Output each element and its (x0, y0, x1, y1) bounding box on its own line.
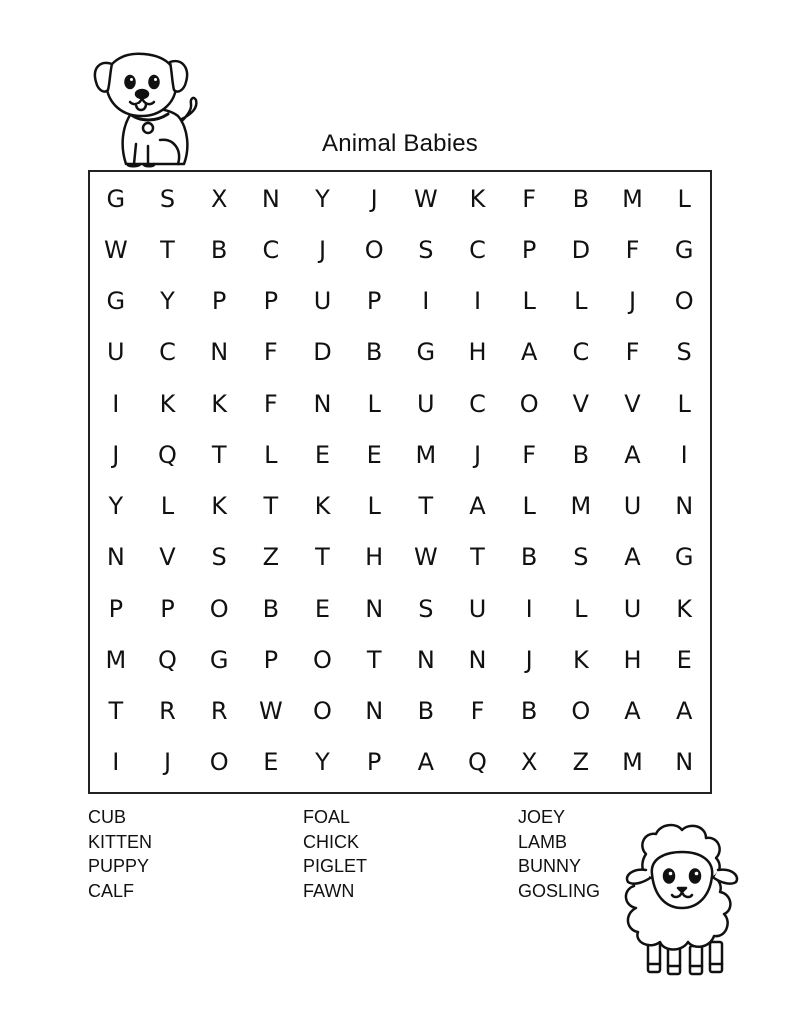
grid-cell[interactable]: K (469, 184, 486, 213)
grid-cell[interactable]: V (572, 389, 590, 418)
grid-cell[interactable]: G (674, 543, 694, 572)
grid-cell[interactable]: N (675, 748, 694, 777)
grid-cell[interactable]: M (570, 492, 592, 521)
grid-cell[interactable]: M (622, 184, 643, 213)
grid-cell[interactable]: X (210, 184, 228, 213)
grid-cell[interactable]: J (318, 235, 327, 264)
grid-cell[interactable]: B (572, 184, 590, 213)
grid-cell[interactable]: W (258, 697, 283, 726)
grid-cell[interactable]: A (417, 748, 435, 777)
grid-cell[interactable]: H (623, 645, 642, 674)
grid-cell[interactable]: O (674, 287, 694, 316)
grid-cell[interactable]: N (468, 645, 487, 674)
grid-cell[interactable]: L (367, 389, 381, 418)
grid-cell[interactable]: I (112, 748, 120, 777)
grid-cell[interactable]: N (416, 645, 435, 674)
grid-cell[interactable]: O (364, 235, 384, 264)
grid-cell[interactable]: S (418, 594, 434, 623)
grid-cell[interactable]: M (105, 645, 127, 674)
word-list-column-3 (518, 805, 600, 903)
grid-cell[interactable]: U (623, 492, 642, 521)
grid-cell[interactable]: P (366, 748, 382, 777)
grid-cell[interactable]: B (417, 697, 435, 726)
grid-cell[interactable]: J (525, 645, 533, 674)
grid-cell[interactable]: I (473, 287, 482, 316)
grid-cell[interactable]: A (675, 697, 693, 726)
grid-cell[interactable]: D (313, 338, 332, 367)
grid-cell[interactable]: L (160, 492, 175, 521)
grid-cell[interactable]: J (473, 440, 482, 469)
grid-cell[interactable]: T (418, 492, 434, 521)
grid-cell[interactable]: O (313, 645, 332, 674)
grid-cell[interactable]: B (520, 697, 538, 726)
grid-cell[interactable]: C (159, 338, 176, 367)
lamb-icon (606, 818, 756, 983)
page-title: Animal Babies (321, 130, 478, 157)
grid-cell[interactable]: F (625, 338, 640, 367)
grid-cell[interactable]: P (263, 645, 279, 674)
grid-cell[interactable]: L (677, 389, 691, 418)
grid-cell[interactable]: I (680, 440, 688, 469)
grid-cell[interactable]: L (522, 492, 536, 521)
grid-cell[interactable]: F (522, 440, 537, 469)
grid-cell[interactable]: O (571, 697, 591, 726)
grid-cell[interactable]: T (108, 697, 124, 726)
grid-cell[interactable]: G (106, 184, 126, 213)
word-list-item: FOAL (303, 807, 351, 827)
grid-cell[interactable]: V (159, 543, 176, 572)
grid-cell[interactable]: G (106, 287, 126, 316)
grid-cell[interactable]: A (469, 492, 486, 521)
grid-cell[interactable]: S (573, 543, 589, 572)
grid-cell[interactable]: G (209, 645, 229, 674)
grid-cell[interactable]: L (677, 184, 691, 213)
grid-cell[interactable]: D (571, 235, 591, 264)
word-list-item: FAWN (303, 880, 355, 901)
word-list-item: BUNNY (518, 856, 582, 876)
grid-cell[interactable]: U (468, 594, 487, 623)
grid-cell[interactable]: O (209, 594, 229, 623)
grid-cell[interactable]: T (315, 543, 330, 572)
word-list-item: GOSLING (518, 880, 601, 901)
word-list-item: JOEY (518, 807, 566, 827)
grid-cell[interactable]: C (572, 338, 590, 367)
grid-cell[interactable]: L (367, 492, 381, 521)
grid-cell[interactable]: L (574, 287, 588, 316)
grid-cell[interactable]: P (160, 594, 175, 623)
grid-cell[interactable]: P (108, 594, 124, 623)
grid-cell[interactable]: T (366, 645, 382, 674)
word-list-item: LAMB (518, 831, 568, 852)
grid-cell[interactable]: V (624, 389, 641, 418)
grid-cell[interactable]: T (470, 543, 485, 572)
grid-cell[interactable]: A (520, 338, 538, 367)
grid-cell[interactable]: B (572, 440, 590, 469)
grid-cell[interactable]: F (263, 389, 278, 418)
grid-cell[interactable]: K (314, 492, 331, 521)
grid-cell[interactable]: S (676, 338, 692, 367)
word-list-item: KITTEN (88, 831, 153, 852)
grid-cell[interactable]: P (211, 287, 227, 316)
word-list-item: CUB (88, 807, 127, 827)
grid-cell[interactable]: L (522, 287, 536, 316)
grid-cell[interactable]: P (263, 287, 279, 316)
grid-cell[interactable]: E (314, 440, 331, 469)
grid-cell[interactable]: A (624, 440, 641, 469)
grid-cell[interactable]: A (624, 697, 641, 726)
grid-cell[interactable]: T (160, 235, 175, 264)
grid-cell[interactable]: L (574, 594, 588, 623)
grid-cell[interactable]: O (209, 748, 229, 777)
grid-cell[interactable]: R (210, 697, 228, 726)
grid-cell[interactable]: G (416, 338, 436, 367)
grid-cell[interactable]: N (313, 389, 332, 418)
grid-cell[interactable]: Y (108, 492, 124, 521)
grid-cell[interactable]: N (365, 594, 384, 623)
grid-cell[interactable]: I (422, 287, 430, 316)
grid-cell[interactable]: M (415, 440, 437, 469)
grid-cell[interactable]: E (366, 440, 382, 469)
word-search-grid[interactable] (88, 170, 712, 794)
grid-cell[interactable]: B (262, 594, 280, 623)
grid-cell[interactable]: R (159, 697, 176, 726)
grid-cell[interactable]: U (107, 338, 125, 367)
grid-cell[interactable]: E (263, 748, 279, 777)
grid-cell[interactable]: U (417, 389, 435, 418)
grid-cell[interactable]: E (676, 645, 692, 674)
word-list-column-2 (303, 805, 367, 903)
grid-cell[interactable]: U (313, 287, 332, 316)
grid-cell[interactable]: B (365, 338, 383, 367)
grid-cell[interactable]: N (365, 697, 384, 726)
grid-cell[interactable]: J (163, 748, 172, 777)
grid-cell[interactable]: A (624, 543, 641, 572)
grid-cell[interactable]: T (211, 440, 227, 469)
grid-cell[interactable]: J (370, 184, 378, 213)
grid-cell[interactable]: N (210, 338, 229, 367)
grid-cell[interactable]: W (413, 184, 438, 213)
grid-cell[interactable]: N (261, 184, 280, 213)
grid-cell[interactable]: L (264, 440, 278, 469)
grid-cell[interactable]: F (522, 184, 537, 213)
grid-cell[interactable]: S (159, 184, 176, 213)
grid-cell[interactable]: E (314, 594, 331, 623)
grid-cell[interactable]: H (365, 543, 384, 572)
grid-cell[interactable]: P (521, 235, 537, 264)
grid-cell[interactable]: P (366, 287, 382, 316)
grid-cell[interactable]: W (103, 235, 128, 264)
grid-cell[interactable]: C (262, 235, 280, 264)
grid-cell[interactable]: K (572, 645, 589, 674)
grid-cell[interactable]: Q (468, 748, 487, 777)
word-list-column-1 (88, 805, 152, 903)
grid-cell[interactable]: J (628, 287, 637, 316)
grid-cell[interactable]: F (263, 338, 278, 367)
grid-cell[interactable]: T (263, 492, 279, 521)
grid-cell[interactable]: Y (315, 748, 330, 777)
grid-cell[interactable]: M (622, 748, 643, 777)
grid-cell[interactable]: W (413, 543, 438, 572)
grid-cell[interactable]: N (675, 492, 694, 521)
grid-cell[interactable]: K (159, 389, 176, 418)
grid-cell[interactable]: K (211, 492, 228, 521)
grid-cell[interactable]: B (210, 235, 228, 264)
grid-cell[interactable]: I (112, 389, 120, 418)
grid-cell[interactable]: I (525, 594, 533, 623)
grid-cell[interactable]: S (211, 543, 227, 572)
grid-cell[interactable]: Q (158, 645, 177, 674)
grid-cell[interactable]: C (469, 235, 486, 264)
grid-cell[interactable]: K (211, 389, 228, 418)
grid-cell[interactable]: S (418, 235, 434, 264)
grid-cell[interactable]: F (470, 697, 485, 726)
grid-cell[interactable]: O (313, 697, 332, 726)
grid-cell[interactable]: U (623, 594, 642, 623)
grid-cell[interactable]: C (469, 389, 486, 418)
word-list-item: PUPPY (88, 856, 150, 876)
word-list-item: CALF (88, 880, 135, 901)
grid-cell[interactable]: G (674, 235, 694, 264)
grid-cell[interactable]: Y (315, 184, 330, 213)
grid-cell[interactable]: Z (262, 543, 280, 572)
grid-cell[interactable]: Y (160, 287, 175, 316)
grid-cell[interactable]: J (112, 440, 120, 469)
grid-cell[interactable]: K (676, 594, 693, 623)
word-list-item: PIGLET (303, 856, 368, 876)
grid-cell[interactable]: H (468, 338, 487, 367)
grid-cell[interactable]: N (106, 543, 125, 572)
grid-cell[interactable]: O (519, 389, 539, 418)
grid-cell[interactable]: B (520, 543, 538, 572)
grid-cell[interactable]: Q (158, 440, 177, 469)
grid-cell[interactable]: X (520, 748, 538, 777)
grid-cell[interactable]: F (625, 235, 640, 264)
word-list-item: CHICK (303, 831, 360, 852)
grid-cell[interactable]: Z (572, 748, 590, 777)
